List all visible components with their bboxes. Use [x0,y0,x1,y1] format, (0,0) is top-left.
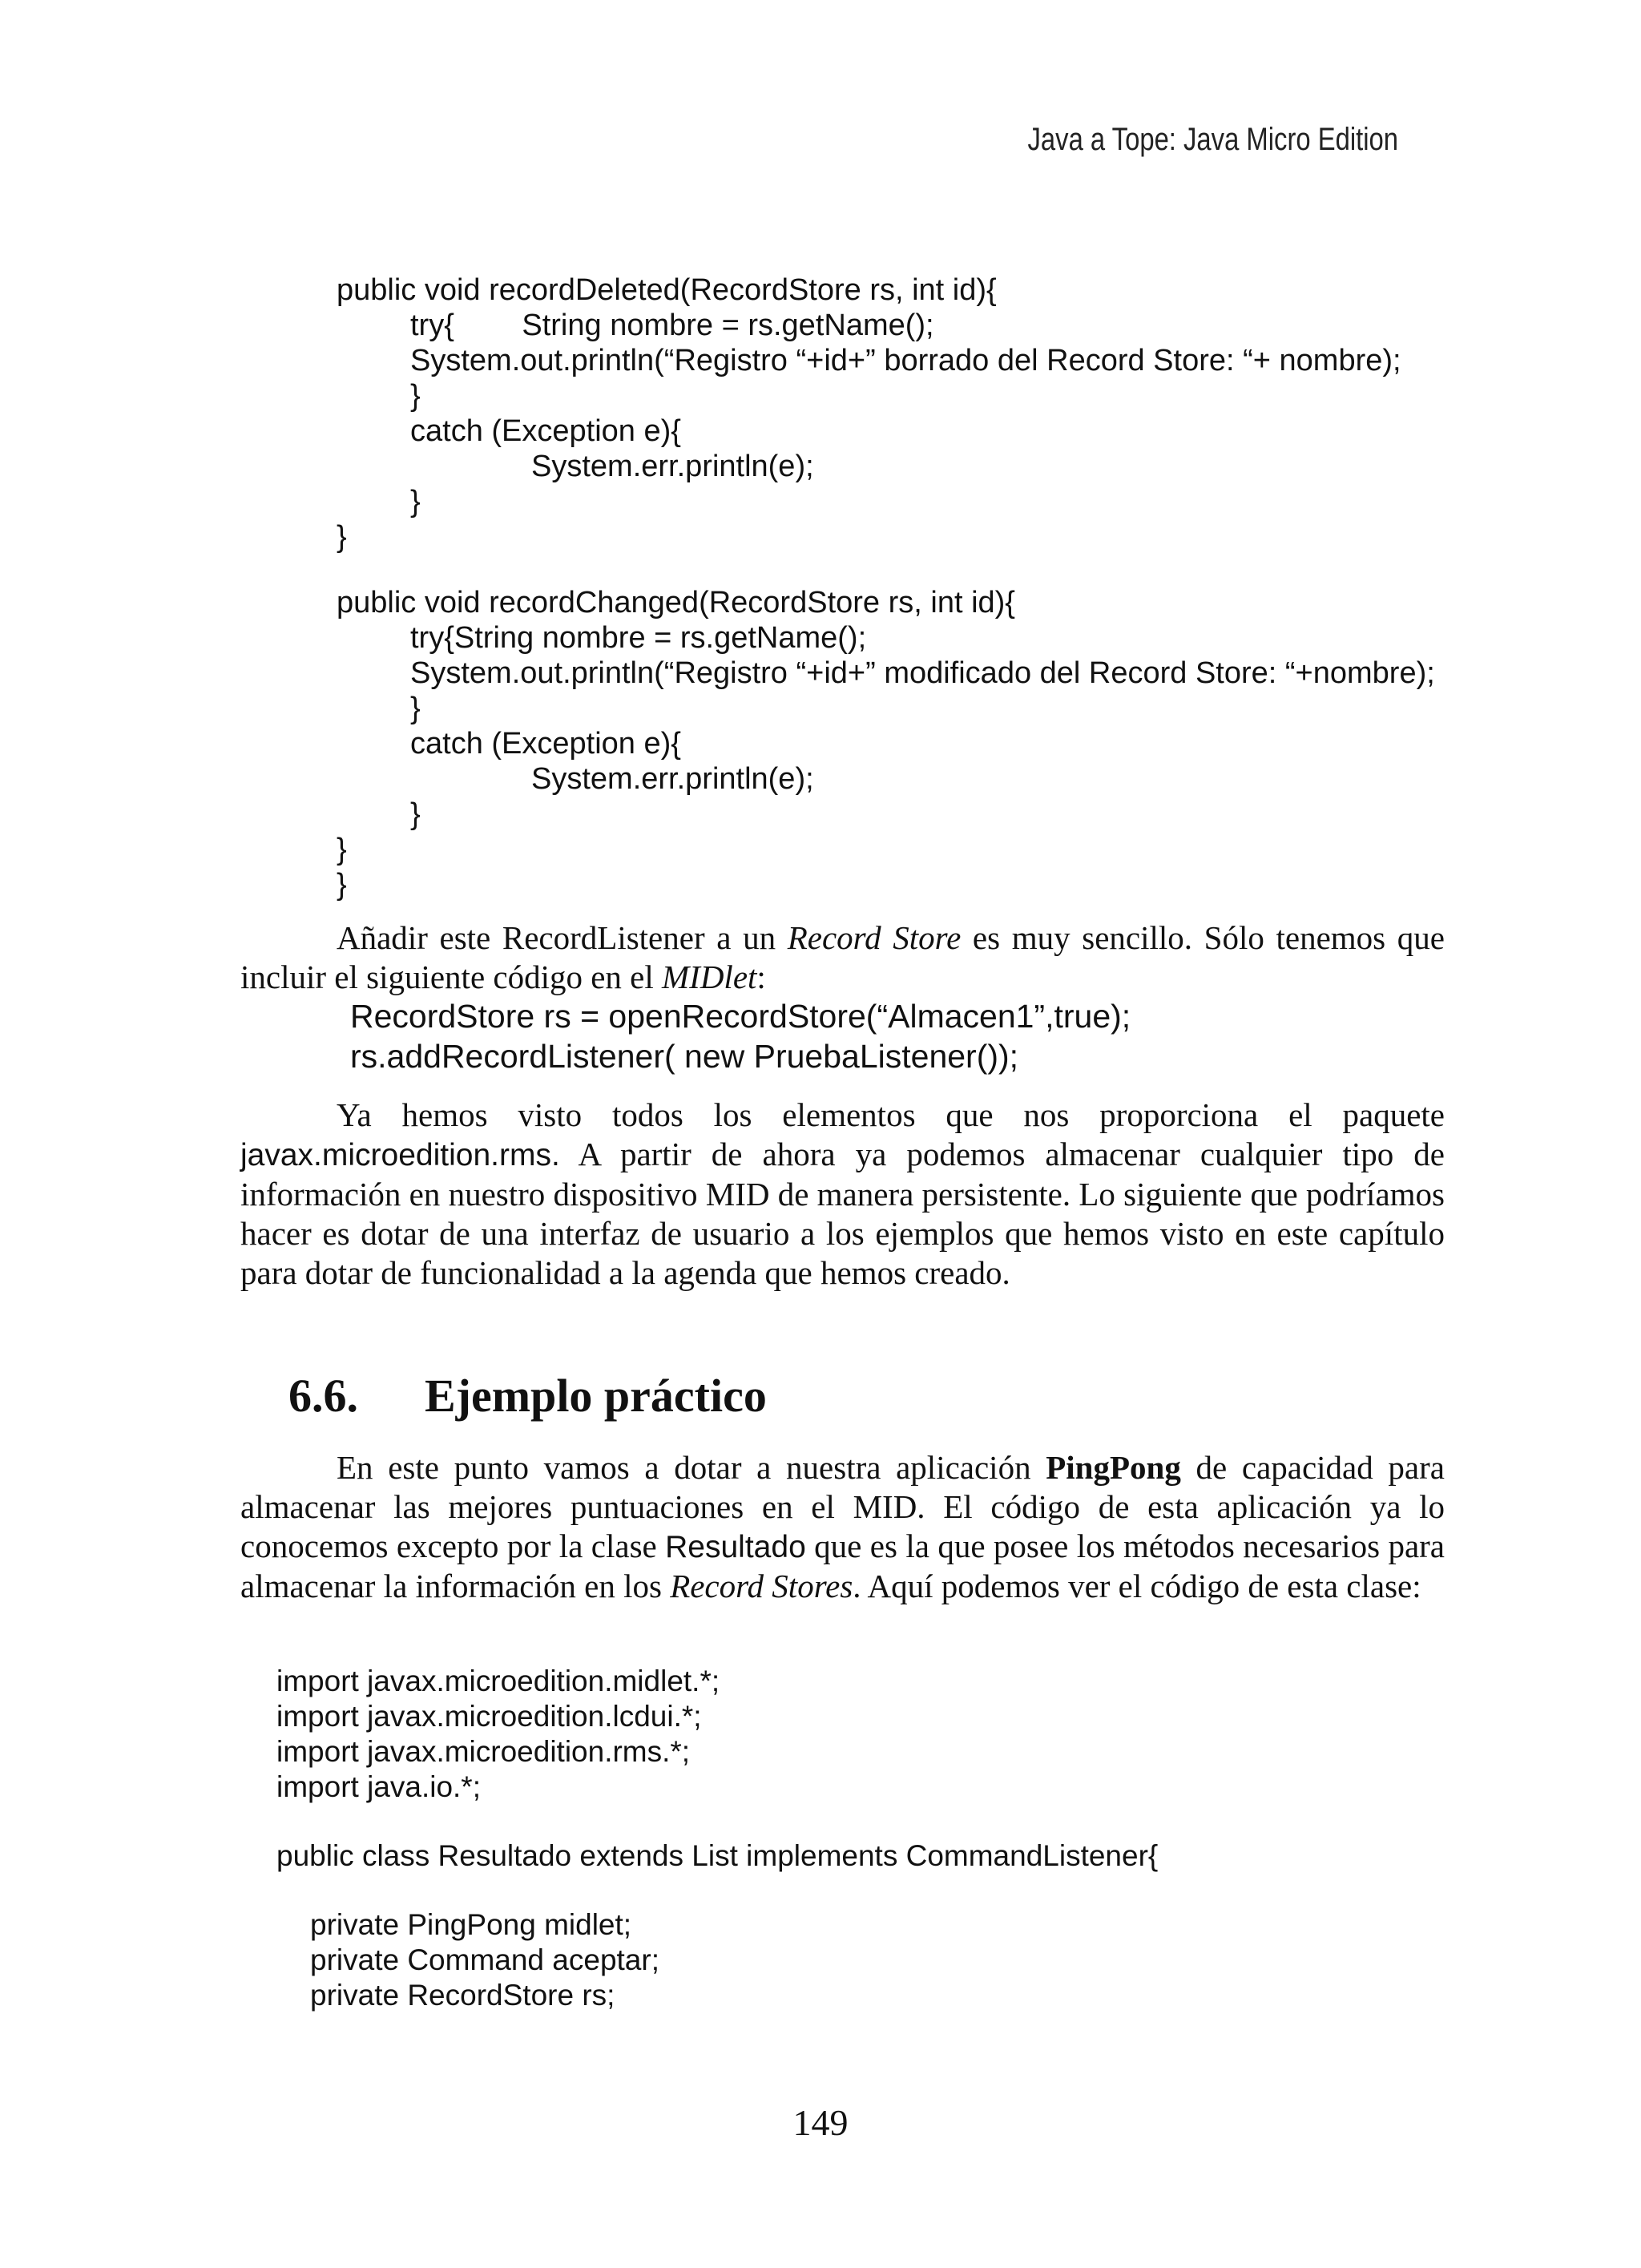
code-line: public class Resultado extends List implements CommandListener{ [276,1839,1159,1872]
code-block-record-deleted [337,272,1401,590]
code-line: RecordStore rs = openRecordStore(“Almacen1”,true); [350,998,1131,1035]
code-line: } [410,692,421,725]
running-header: Java a Tope: Java Micro Edition [1027,122,1398,157]
code-line: import javax.microedition.rms.*; [276,1735,691,1768]
code-line: System.err.println(e); [531,450,814,483]
text: es muy sencillo. Sólo tenemos que incluir el siguiente código en el [240,919,1445,995]
paragraph-rms-summary [240,1096,1445,1293]
paragraph-pingpong [240,1448,1445,1606]
code-line: System.out.println(“Registro “+id+” modificado del Record Store: “+nombre); [410,656,1435,690]
text: En este punto vamos a dotar a nuestra aplicación [337,1449,1046,1486]
code-line: } [337,520,347,554]
code-line: System.out.println(“Registro “+id+” borrado del Record Store: “+ nombre); [410,344,1401,377]
section-title: Ejemplo práctico [425,1370,767,1422]
code-line: try{ String nombre = rs.getName(); [410,309,934,342]
code-line: import javax.microedition.lcdui.*; [276,1700,702,1733]
text: . Aquí podemos ver el código de esta clase: [853,1568,1421,1604]
emphasis: Record Stores [670,1568,853,1604]
code-line: catch (Exception e){ [410,727,681,761]
bold-term: PingPong [1046,1449,1181,1486]
emphasis: Record Store [787,919,962,956]
text: : [756,958,766,995]
code-line: import java.io.*; [276,1770,481,1803]
inline-code: Resultado [665,1530,806,1564]
code-line: System.err.println(e); [531,762,814,796]
page-number: 149 [792,2102,849,2143]
code-line: private RecordStore rs; [310,1979,615,2012]
section-heading [288,1369,767,1423]
code-line: public void recordChanged(RecordStore rs, int id){ [337,586,1015,619]
code-line: try{String nombre = rs.getName(); [410,621,867,655]
text: Añadir este RecordListener a un [337,919,788,956]
code-line: } [410,379,421,413]
emphasis: MIDlet [662,958,757,995]
code-block-resultado-class [276,1664,1159,2012]
text: A partir de ahora ya podemos almacenar cualquier tipo de información en nuestro dispositivo MID de manera persistente. Lo siguiente que podríamos hacer es dotar de una interfaz de usuario a los ejemplos que hemos visto en este capítulo para dotar de funcionalidad a la agenda que hemos creado. [240,1136,1445,1291]
text: de capacidad para almacenar las mejores puntuaciones en el MID. El código de esta aplicación ya lo conocemos excepto por la clase [240,1449,1445,1564]
code-line: } [410,485,421,519]
code-line: } [337,868,347,902]
code-line: } [337,833,347,866]
paragraph-record-listener [240,918,1445,997]
code-line: } [410,797,421,831]
section-number: 6.6. [288,1370,358,1422]
code-line: private Command aceptar; [310,1943,659,1976]
code-line: catch (Exception e){ [410,414,681,448]
inline-code: javax.microedition.rms. [240,1138,560,1172]
code-line: public void recordDeleted(RecordStore rs, int id){ [337,273,997,307]
code-line: import javax.microedition.midlet.*; [276,1665,720,1697]
text: Ya hemos visto todos los elementos que nos proporciona el paquete [337,1096,1445,1133]
code-line: rs.addRecordListener( new PruebaListener()); [350,1038,1019,1075]
text: que es la que posee los métodos necesarios para almacenar la información en los [240,1527,1445,1604]
code-line: private PingPong midlet; [310,1908,632,1941]
